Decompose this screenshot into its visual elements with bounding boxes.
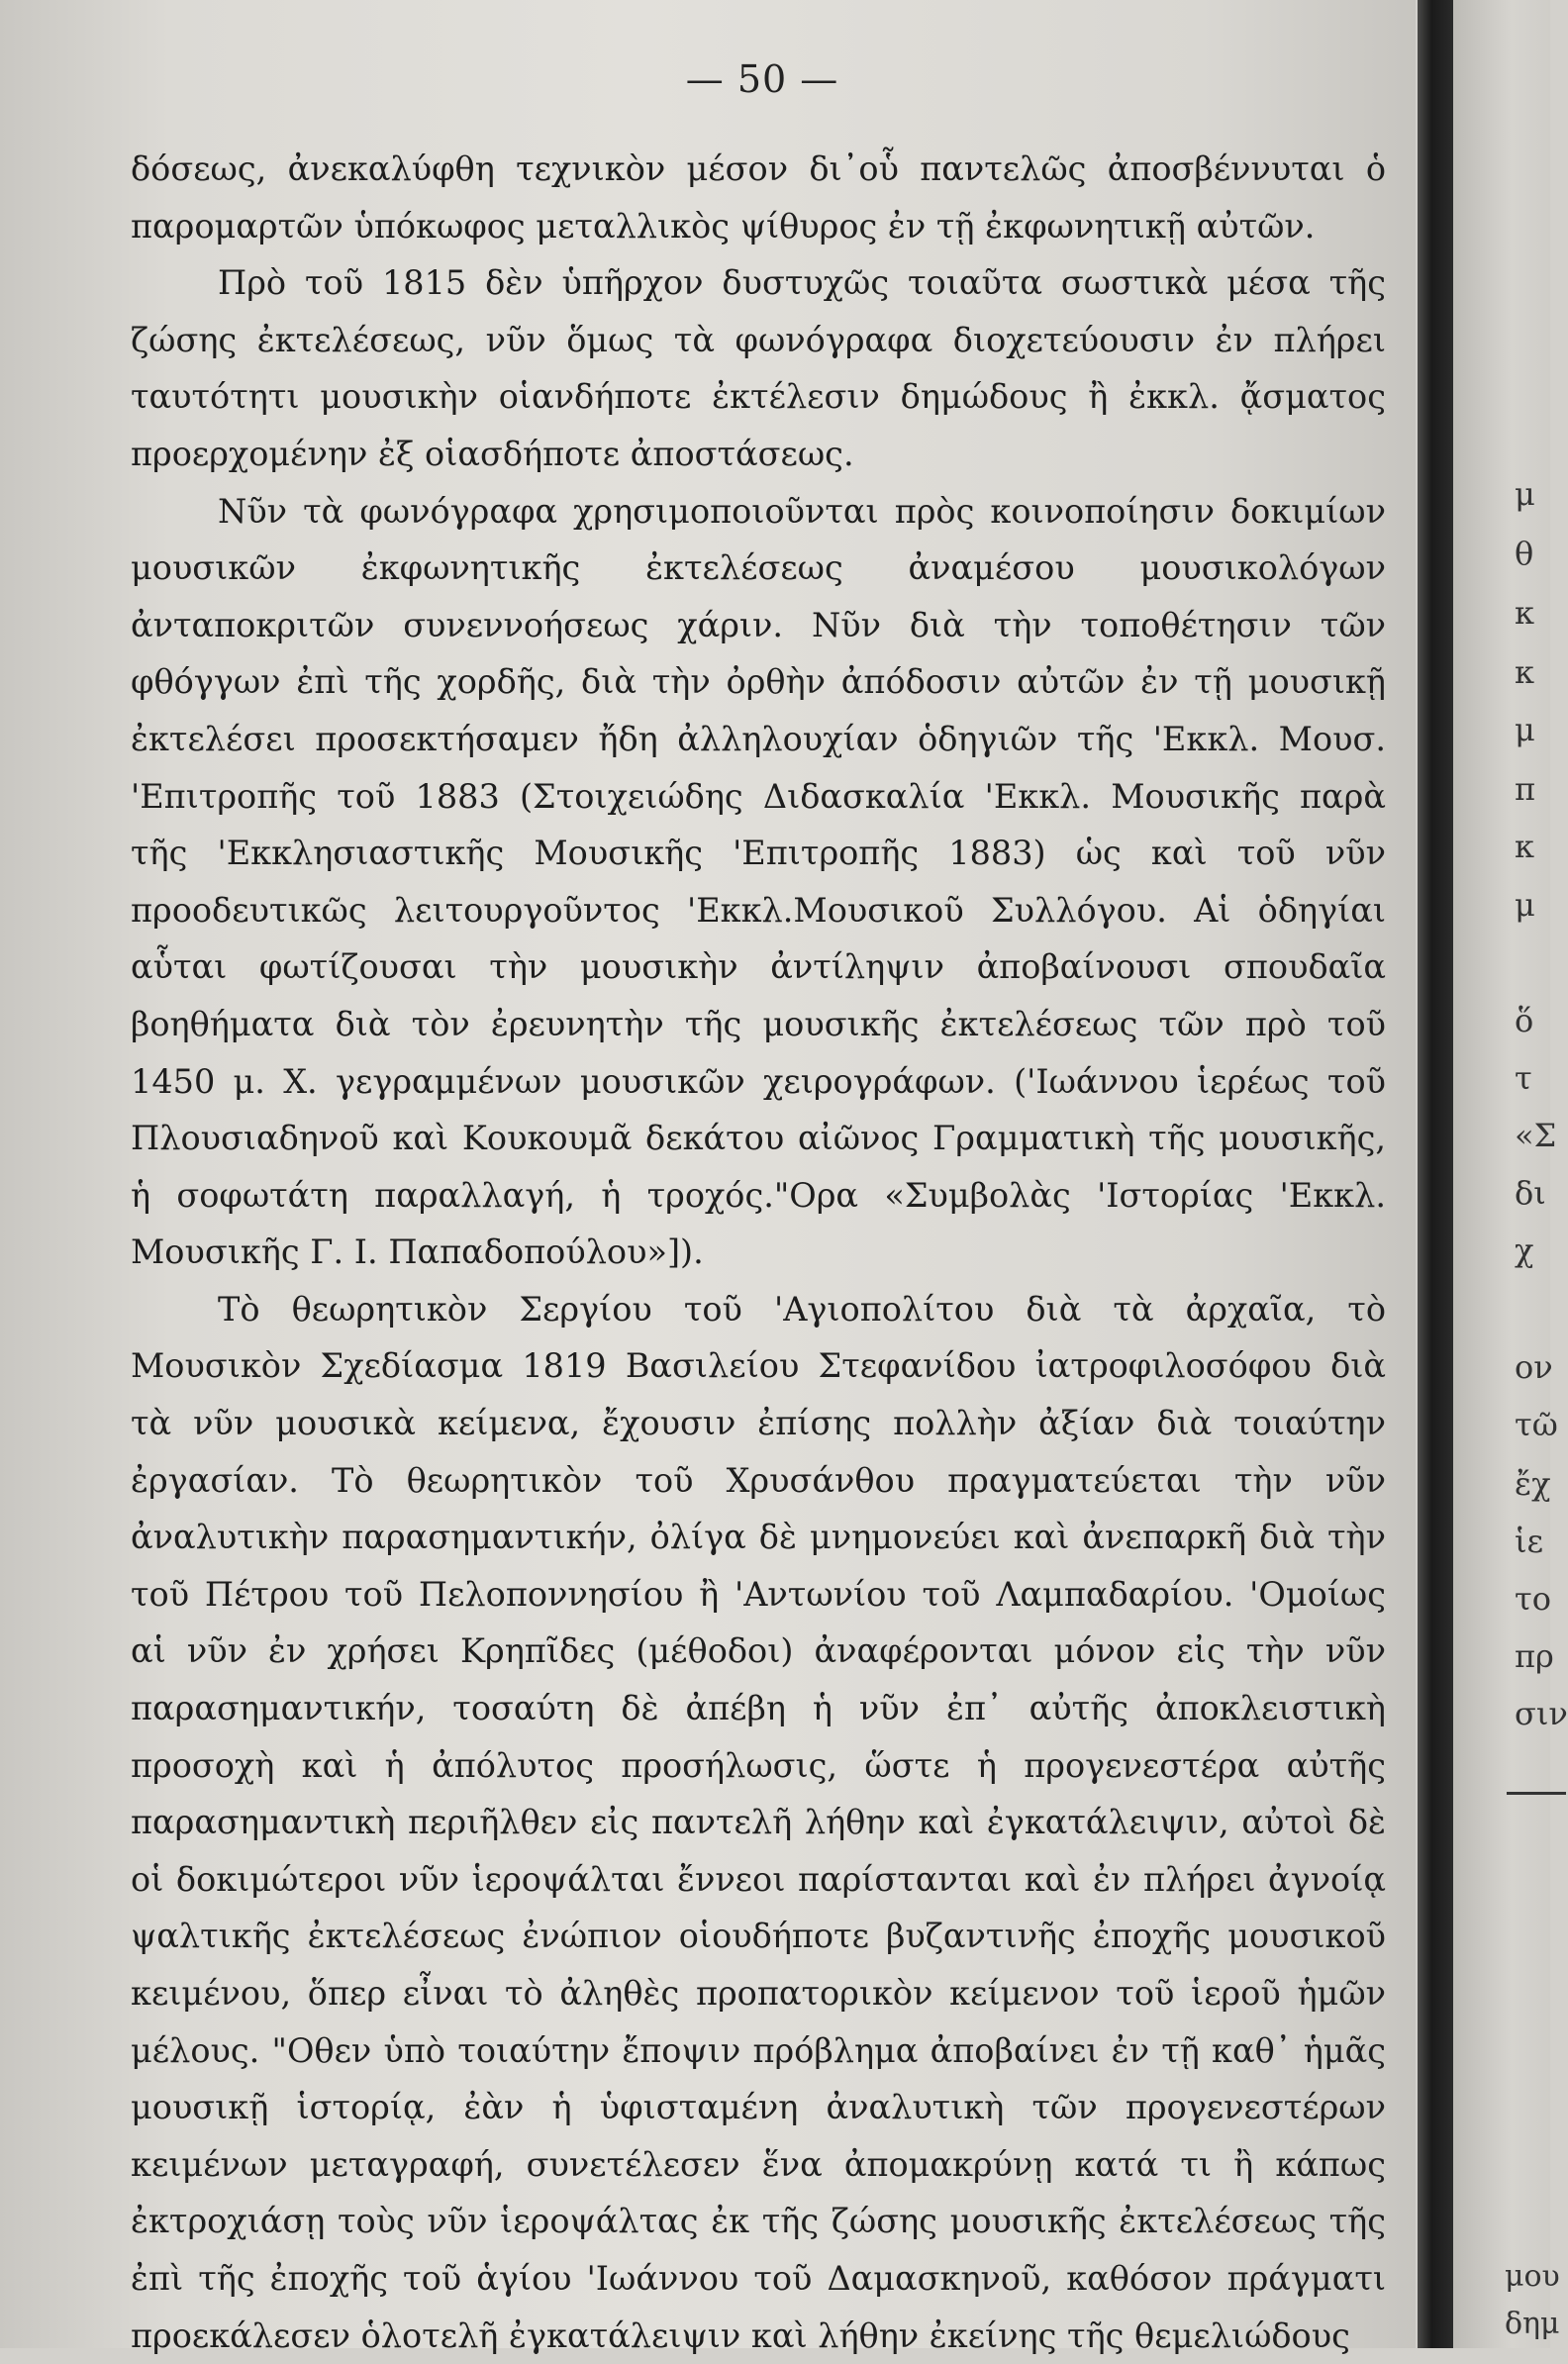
facing-rule (1507, 1792, 1566, 1795)
facing-fragment: σιν (1515, 1695, 1568, 1732)
facing-fragment: π (1515, 770, 1536, 808)
paragraph: Νῦν τὰ φωνόγραφα χρησιμοποιοῦνται πρὸς κοινοποίησιν δοκιμίων μουσικῶν ἐκφωνητικῆς ἐκτελέσεως ἀναμέσου μουσικολόγων ἀνταποκριτῶν συνεννοήσεως χάριν. Νῦν διὰ τὴν τοποθέτησιν τῶν φθόγγων ἐπὶ τῆς χορδῆς, διὰ τὴν ὀρθὴν ἀπόδοσιν αὐτῶν ἐν τῇ μουσικῇ ἐκτελέσει προσεκτήσαμεν ἤδη ἀλληλουχίαν ὁδηγιῶν τῆς 'Εκκλ. Μουσ. 'Επιτροπῆς τοῦ 1883 (Στοιχειώδης Διδασκαλία 'Εκκλ. Μουσικῆς παρὰ τῆς 'Εκκλησιαστικῆς Μουσικῆς 'Επιτροπῆς 1883) ὡς καὶ τοῦ νῦν προοδευτικῶς λειτουργοῦντος 'Εκκλ.Μουσικοῦ Συλλόγου. Αἱ ὁδηγίαι αὗται φωτίζουσαι τὴν μουσικὴν ἀντίληψιν ἀποβαίνουσι σπουδαῖα βοηθήματα διὰ τὸν ἐρευνητὴν τῆς μουσικῆς ἐκτελέσεως τῶν πρὸ τοῦ 1450 μ. Χ. γεγραμμένων μουσικῶν χειρογράφων. ('Ιωάννου ἱερέως τοῦ Πλουσιαδηνοῦ καὶ Κουκουμᾶ δεκάτου αἰῶνος Γραμματικὴ τῆς μουσικῆς, ἡ σοφωτάτη παραλλαγή, ἡ τροχός."Ορα «Συμβολὰς 'Ιστορίας 'Εκκλ. Μουσικῆς Γ. Ι. Παπαδοπούλου»]). (131, 491, 1386, 1272)
facing-fragment: ον (1515, 1348, 1553, 1386)
facing-fragment: χ (1515, 1231, 1534, 1269)
book-gutter-shadow (1418, 0, 1453, 2348)
facing-fragment: μ (1515, 886, 1535, 924)
facing-fragment: ἔχ (1515, 1465, 1551, 1503)
body-text (131, 141, 1386, 2364)
facing-fragment: κ (1515, 828, 1534, 865)
facing-fragment: κ (1515, 653, 1534, 691)
facing-fragment: «Σ (1515, 1117, 1557, 1154)
facing-fragment: μ (1515, 711, 1535, 748)
facing-fragment: το (1515, 1580, 1551, 1618)
facing-fragment: μου (1505, 2259, 1560, 2294)
facing-fragment: ὅ (1515, 1002, 1534, 1039)
facing-fragment: κ (1515, 594, 1534, 632)
paragraph: δόσεως, ἀνεκαλύφθη τεχνικὸν μέσον δι᾿οὗ παντελῶς ἀποσβέννυται ὁ παρομαρτῶν ὑπόκωφος μεταλλικὸς ψίθυρος ἐν τῇ ἐκφωνητικῇ αὐτῶν. (131, 149, 1386, 246)
facing-fragment: τῶ (1515, 1406, 1558, 1443)
facing-fragment: θ (1515, 535, 1534, 572)
paragraph: Πρὸ τοῦ 1815 δὲν ὑπῆρχον δυστυχῶς τοιαῦτα σωστικὰ μέσα τῆς ζώσης ἐκτελέσεως, νῦν ὅμως τὰ φωνόγραφα διοχετεύουσιν ἐν πλήρει ταυτότητι μουσικὴν οἱανδήποτε ἐκτέλεσιν δημώδους ἢ ἐκκλ. ᾄσματος προερχομένην ἐξ οἱασδήποτε ἀποστάσεως. (131, 263, 1386, 473)
facing-fragment: πρ (1515, 1637, 1554, 1675)
facing-fragment: μ (1515, 475, 1535, 513)
paragraph: Τὸ θεωρητικὸν Σεργίου τοῦ 'Αγιοπολίτου διὰ τὰ ἀρχαῖα, τὸ Μουσικὸν Σχεδίασμα 1819 Βασιλείου Στεφανίδου ἰατροφιλοσόφου διὰ τὰ νῦν μουσικὰ κείμενα, ἔχουσιν ἐπίσης πολλὴν ἀξίαν διὰ τοιαύτην ἐργασίαν. Τὸ θεωρητικὸν τοῦ Χρυσάνθου πραγματεύεται τὴν νῦν ἀναλυτικὴν παρασημαντικήν, ὀλίγα δὲ μνημονεύει καὶ ἀνεπαρκῆ διὰ τὴν τοῦ Πέτρου τοῦ Πελοποννησίου ἢ 'Αντωνίου τοῦ Λαμπαδαρίου. 'Ομοίως αἱ νῦν ἐν χρήσει Κρηπῖδες (μέθοδοι) ἀναφέρονται μόνον εἰς τὴν νῦν παρασημαντικήν, τοσαύτη δὲ ἀπέβη ἡ νῦν ἐπ᾿ αὐτῆς ἀποκλειστικὴ προσοχὴ καὶ ἡ ἀπόλυτος προσήλωσις, ὥστε ἡ προγενεστέρα αὐτῆς παρασημαντικὴ περιῆλθεν εἰς παντελῆ λήθην καὶ ἐγκατάλειψιν, αὐτοὶ δὲ οἱ δοκιμώτεροι νῦν ἱεροψάλται ἔννεοι παρίστανται καὶ ἐν πλήρει ἀγνοίᾳ ψαλτικῆς ἐκτελέσεως ἐνώπιον οἱουδήποτε βυζαντινῆς ἐποχῆς μουσικοῦ κειμένου, ὅπερ εἶναι τὸ ἀληθὲς προπατορικὸν κείμενον τοῦ ἱεροῦ ἡμῶν μέλους. "Οθεν ὑπὸ τοιαύτην ἔποψιν πρόβλημα ἀποβαίνει ἐν τῇ καθ᾿ ἡμᾶς μουσικῇ ἱστορίᾳ, ἐὰν ἡ ὑφισταμένη ἀναλυτικὴ τῶν προγενεστέρων κειμένων μεταγραφή, συνετέλεσεν ἕνα ἀπομακρύνῃ κατά τι ἢ κάπως ἐκτροχιάσῃ τοὺς νῦν ἱεροψάλτας ἐκ τῆς ζώσης μουσικῆς ἐκτελέσεως τῆς ἐπὶ τῆς ἐποχῆς τοῦ ἁγίου 'Ιωάννου τοῦ Δαμασκηνοῦ, καθόσον πράγματι προεκάλεσεν ὁλοτελῆ ἐγκατάλειψιν καὶ λήθην ἐκείνης τῆς θεμελιώδους (131, 1289, 1386, 2355)
facing-fragment: τ (1515, 1059, 1532, 1097)
facing-fragment: δημ (1505, 2307, 1560, 2341)
facing-fragment: δι (1515, 1174, 1546, 1212)
facing-page-edge (1453, 0, 1568, 2348)
facing-fragment: ἱε (1515, 1523, 1544, 1560)
page-number: — 50 — (685, 57, 839, 101)
